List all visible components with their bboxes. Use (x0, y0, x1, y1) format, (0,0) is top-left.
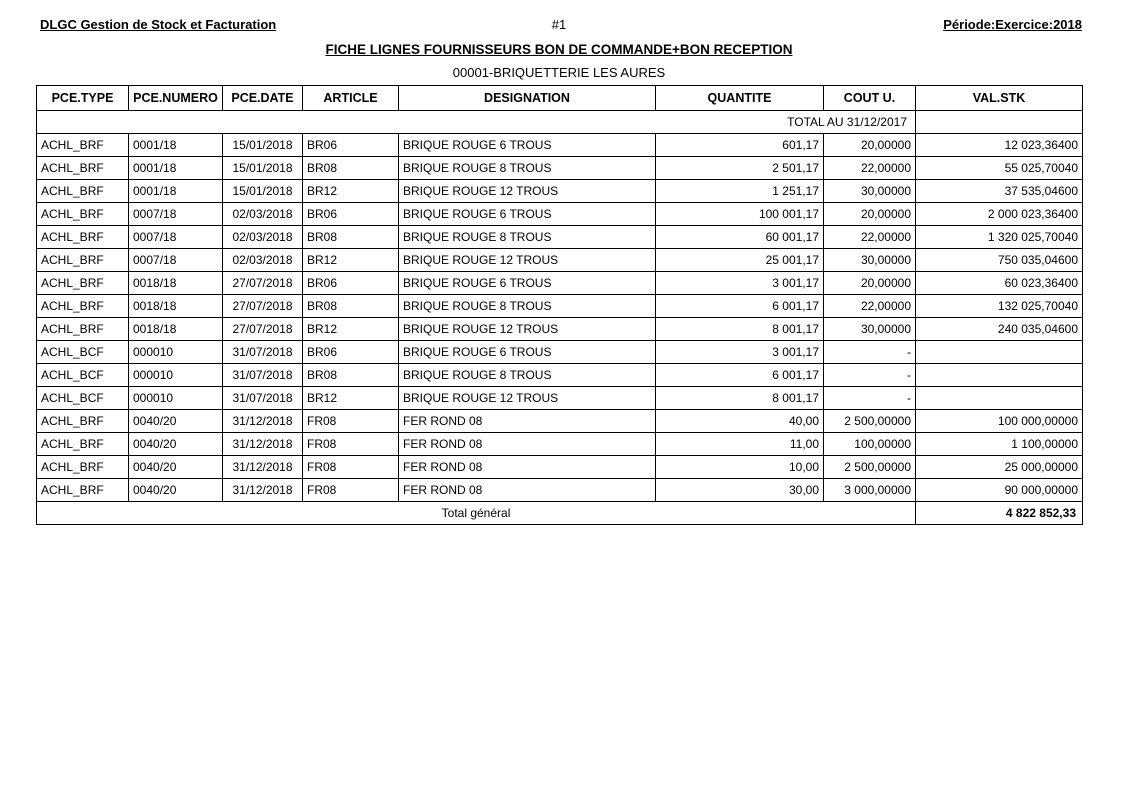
cell-designation: BRIQUE ROUGE 8 TROUS (399, 295, 656, 318)
cell-cout-u: - (824, 341, 916, 364)
table-row (37, 479, 1083, 502)
cell-cout-u: - (824, 364, 916, 387)
cell-pce-date: 27/07/2018 (223, 318, 303, 341)
cell-pce-type: ACHL_BRF (37, 272, 129, 295)
cell-article: BR08 (303, 364, 399, 387)
column-header-val-stk: VAL.STK (916, 86, 1083, 111)
app-title: DLGC Gestion de Stock et Facturation (40, 17, 277, 32)
supplier-subtitle: 00001-BRIQUETTERIE LES AURES (452, 65, 666, 80)
cell-quantite: 30,00 (656, 479, 824, 502)
cell-pce-type: ACHL_BRF (37, 180, 129, 203)
cell-article: BR08 (303, 295, 399, 318)
column-header-pce-date: PCE.DATE (223, 86, 303, 111)
report-title (36, 41, 1082, 58)
cell-cout-u: 30,00000 (824, 249, 916, 272)
cell-article: BR12 (303, 249, 399, 272)
cell-cout-u: 22,00000 (824, 295, 916, 318)
period-exercice: Période:Exercice:2018 (943, 17, 1082, 32)
cell-pce-numero: 0007/18 (129, 203, 223, 226)
cell-pce-numero: 000010 (129, 364, 223, 387)
cell-pce-numero: 0018/18 (129, 318, 223, 341)
cell-designation: FER ROND 08 (399, 456, 656, 479)
cell-quantite: 8 001,17 (656, 387, 824, 410)
cell-pce-numero: 0007/18 (129, 249, 223, 272)
cell-quantite: 40,00 (656, 410, 824, 433)
cell-pce-date: 31/07/2018 (223, 341, 303, 364)
cell-designation: BRIQUE ROUGE 8 TROUS (399, 157, 656, 180)
cell-pce-date: 31/12/2018 (223, 456, 303, 479)
cell-quantite: 2 501,17 (656, 157, 824, 180)
cell-article: BR08 (303, 157, 399, 180)
table-row (37, 387, 1083, 410)
cell-val-stk: 37 535,04600 (916, 180, 1083, 203)
cell-pce-numero: 0007/18 (129, 226, 223, 249)
cell-cout-u: 22,00000 (824, 226, 916, 249)
cell-pce-type: ACHL_BRF (37, 226, 129, 249)
cell-quantite: 60 001,17 (656, 226, 824, 249)
page-number: #1 (551, 17, 567, 32)
cell-designation: BRIQUE ROUGE 6 TROUS (399, 341, 656, 364)
cell-pce-date: 02/03/2018 (223, 249, 303, 272)
cell-designation: FER ROND 08 (399, 433, 656, 456)
cell-val-stk: 1 320 025,70040 (916, 226, 1083, 249)
cell-article: FR08 (303, 479, 399, 502)
table-row (37, 318, 1083, 341)
cell-article: BR12 (303, 318, 399, 341)
cell-val-stk: 240 035,04600 (916, 318, 1083, 341)
cell-val-stk: 1 100,00000 (916, 433, 1083, 456)
grand-total-row (37, 502, 1083, 525)
cell-val-stk (916, 387, 1083, 410)
report-title-text: FICHE LIGNES FOURNISSEURS BON DE COMMANDE+BON RECEPTION (325, 42, 793, 57)
table-row (37, 364, 1083, 387)
cell-pce-numero: 0018/18 (129, 295, 223, 318)
cell-pce-type: ACHL_BRF (37, 134, 129, 157)
cell-article: FR08 (303, 456, 399, 479)
cell-designation: BRIQUE ROUGE 6 TROUS (399, 134, 656, 157)
table-header (37, 86, 1083, 111)
cell-quantite: 6 001,17 (656, 364, 824, 387)
cell-quantite: 1 251,17 (656, 180, 824, 203)
cell-pce-numero: 000010 (129, 341, 223, 364)
cell-article: BR12 (303, 180, 399, 203)
cell-val-stk: 55 025,70040 (916, 157, 1083, 180)
cell-pce-type: ACHL_BCF (37, 341, 129, 364)
cell-article: BR06 (303, 134, 399, 157)
cell-pce-date: 31/07/2018 (223, 387, 303, 410)
cell-article: FR08 (303, 433, 399, 456)
cell-quantite: 3 001,17 (656, 341, 824, 364)
table-body (37, 111, 1083, 502)
cell-pce-date: 15/01/2018 (223, 180, 303, 203)
cell-val-stk: 25 000,00000 (916, 456, 1083, 479)
subtotal-value (916, 111, 1083, 134)
column-header-pce-type: PCE.TYPE (37, 86, 129, 111)
table-row (37, 410, 1083, 433)
cell-val-stk: 132 025,70040 (916, 295, 1083, 318)
table-row (37, 456, 1083, 479)
cell-val-stk: 750 035,04600 (916, 249, 1083, 272)
cell-pce-type: ACHL_BRF (37, 295, 129, 318)
cell-article: BR06 (303, 203, 399, 226)
cell-pce-type: ACHL_BRF (37, 410, 129, 433)
cell-val-stk: 100 000,00000 (916, 410, 1083, 433)
cell-designation: FER ROND 08 (399, 410, 656, 433)
cell-cout-u: 2 500,00000 (824, 456, 916, 479)
cell-quantite: 25 001,17 (656, 249, 824, 272)
column-header-quantite: QUANTITE (656, 86, 824, 111)
cell-cout-u: 30,00000 (824, 180, 916, 203)
cell-designation: FER ROND 08 (399, 479, 656, 502)
column-header-article: ARTICLE (303, 86, 399, 111)
table-row (37, 203, 1083, 226)
cell-pce-type: ACHL_BRF (37, 433, 129, 456)
column-header-pce-numero: PCE.NUMERO (129, 86, 223, 111)
table-row (37, 433, 1083, 456)
cell-pce-type: ACHL_BRF (37, 479, 129, 502)
table-row (37, 295, 1083, 318)
table-row (37, 180, 1083, 203)
grand-total-value: 4 822 852,33 (916, 502, 1083, 525)
cell-article: FR08 (303, 410, 399, 433)
cell-quantite: 3 001,17 (656, 272, 824, 295)
cell-quantite: 10,00 (656, 456, 824, 479)
cell-article: BR06 (303, 341, 399, 364)
cell-article: BR06 (303, 272, 399, 295)
cell-designation: BRIQUE ROUGE 8 TROUS (399, 364, 656, 387)
cell-pce-date: 31/12/2018 (223, 410, 303, 433)
cell-pce-type: ACHL_BCF (37, 387, 129, 410)
cell-quantite: 100 001,17 (656, 203, 824, 226)
cell-cout-u: 20,00000 (824, 272, 916, 295)
grand-total-label: Total général (37, 502, 916, 525)
cell-quantite: 601,17 (656, 134, 824, 157)
cell-pce-numero: 0001/18 (129, 180, 223, 203)
cell-designation: BRIQUE ROUGE 12 TROUS (399, 249, 656, 272)
cell-pce-type: ACHL_BRF (37, 456, 129, 479)
subtotal-label: TOTAL AU 31/12/2017 (37, 111, 916, 134)
cell-val-stk (916, 341, 1083, 364)
cell-article: BR12 (303, 387, 399, 410)
cell-cout-u: - (824, 387, 916, 410)
cell-pce-date: 31/07/2018 (223, 364, 303, 387)
column-header-designation: DESIGNATION (399, 86, 656, 111)
cell-pce-numero: 0001/18 (129, 157, 223, 180)
column-header-cout-u: COUT U. (824, 86, 916, 111)
cell-pce-date: 15/01/2018 (223, 134, 303, 157)
table-row (37, 157, 1083, 180)
cell-designation: BRIQUE ROUGE 12 TROUS (399, 318, 656, 341)
cell-pce-numero: 0001/18 (129, 134, 223, 157)
cell-pce-numero: 0018/18 (129, 272, 223, 295)
table-row (37, 226, 1083, 249)
cell-cout-u: 30,00000 (824, 318, 916, 341)
cell-pce-type: ACHL_BCF (37, 364, 129, 387)
cell-pce-numero: 0040/20 (129, 456, 223, 479)
cell-pce-numero: 000010 (129, 387, 223, 410)
cell-pce-numero: 0040/20 (129, 410, 223, 433)
table-row (37, 272, 1083, 295)
table-header-row (37, 86, 1083, 111)
cell-designation: BRIQUE ROUGE 8 TROUS (399, 226, 656, 249)
cell-cout-u: 20,00000 (824, 134, 916, 157)
cell-quantite: 11,00 (656, 433, 824, 456)
cell-pce-date: 27/07/2018 (223, 295, 303, 318)
cell-designation: BRIQUE ROUGE 12 TROUS (399, 180, 656, 203)
report-table (36, 85, 1083, 525)
cell-designation: BRIQUE ROUGE 6 TROUS (399, 272, 656, 295)
document-header (36, 16, 1082, 36)
cell-val-stk: 60 023,36400 (916, 272, 1083, 295)
cell-val-stk: 90 000,00000 (916, 479, 1083, 502)
cell-pce-type: ACHL_BRF (37, 249, 129, 272)
cell-cout-u: 22,00000 (824, 157, 916, 180)
cell-pce-type: ACHL_BRF (37, 203, 129, 226)
cell-pce-date: 27/07/2018 (223, 272, 303, 295)
cell-cout-u: 20,00000 (824, 203, 916, 226)
report-table-container (36, 85, 1082, 525)
cell-designation: BRIQUE ROUGE 6 TROUS (399, 203, 656, 226)
cell-pce-date: 31/12/2018 (223, 479, 303, 502)
cell-quantite: 6 001,17 (656, 295, 824, 318)
cell-cout-u: 100,00000 (824, 433, 916, 456)
subtotal-row (37, 111, 1083, 134)
cell-pce-type: ACHL_BRF (37, 318, 129, 341)
table-row (37, 134, 1083, 157)
table-row (37, 249, 1083, 272)
cell-val-stk: 12 023,36400 (916, 134, 1083, 157)
cell-val-stk: 2 000 023,36400 (916, 203, 1083, 226)
cell-cout-u: 2 500,00000 (824, 410, 916, 433)
cell-pce-numero: 0040/20 (129, 433, 223, 456)
cell-designation: BRIQUE ROUGE 12 TROUS (399, 387, 656, 410)
cell-pce-type: ACHL_BRF (37, 157, 129, 180)
cell-article: BR08 (303, 226, 399, 249)
table-row (37, 341, 1083, 364)
cell-quantite: 8 001,17 (656, 318, 824, 341)
cell-val-stk (916, 364, 1083, 387)
cell-cout-u: 3 000,00000 (824, 479, 916, 502)
cell-pce-date: 15/01/2018 (223, 157, 303, 180)
cell-pce-numero: 0040/20 (129, 479, 223, 502)
cell-pce-date: 31/12/2018 (223, 433, 303, 456)
table-footer (37, 502, 1083, 525)
cell-pce-date: 02/03/2018 (223, 226, 303, 249)
cell-pce-date: 02/03/2018 (223, 203, 303, 226)
